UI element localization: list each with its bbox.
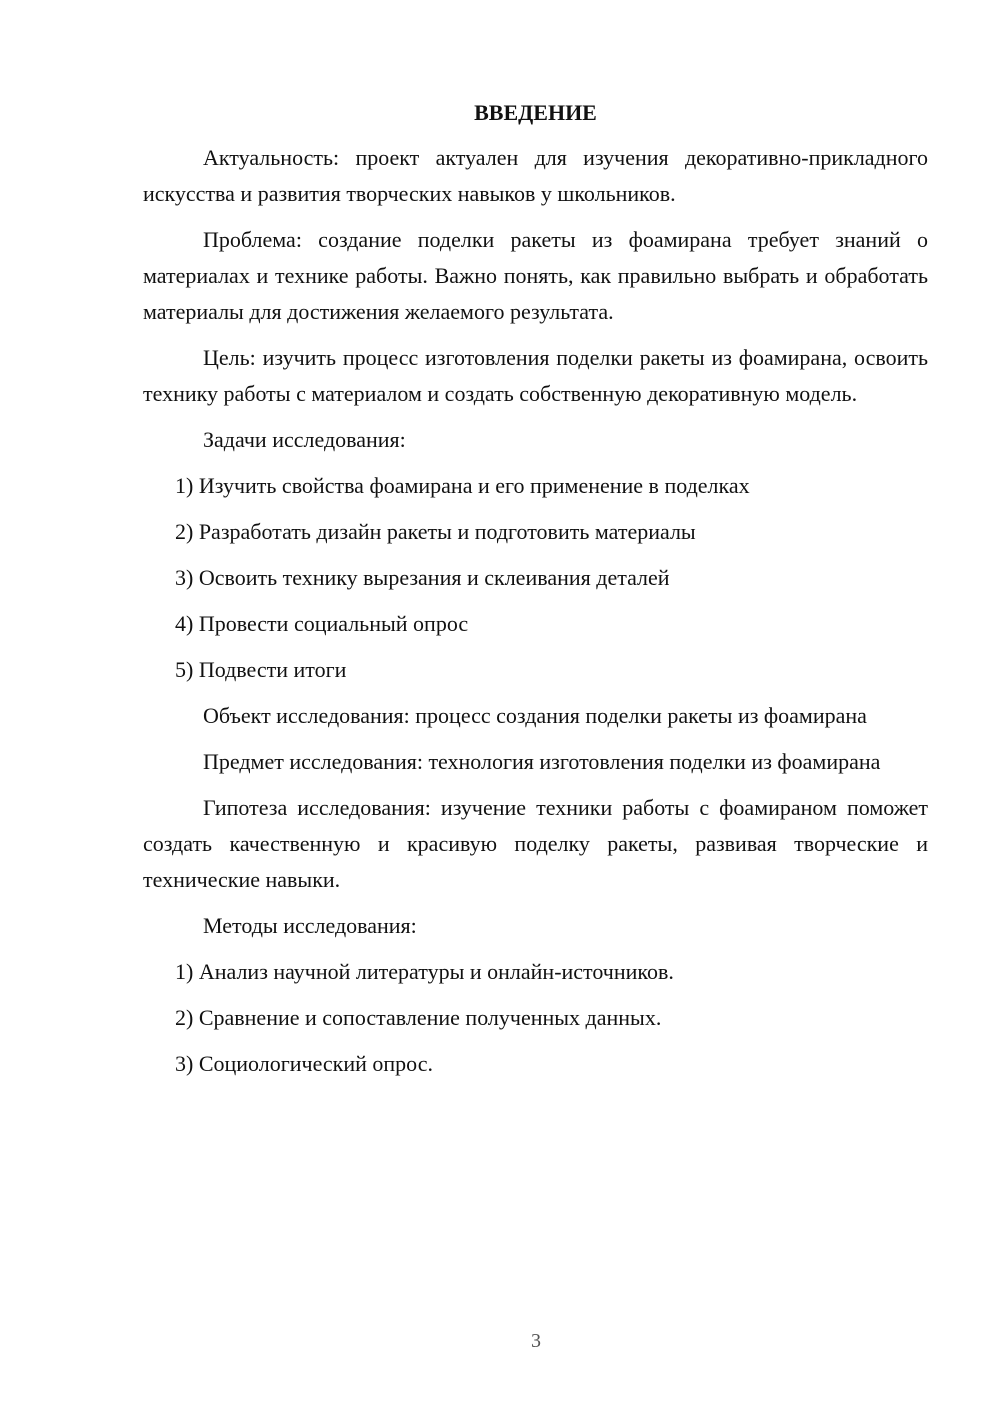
problem-paragraph: Проблема: создание поделки ракеты из фоамирана требует знаний о материалах и технике работы. Важно понять, как правильно выбрать и обработать материалы для достижения желаемого результата. [143,227,928,324]
method-item: 3) Социологический опрос. [175,1051,433,1076]
task-item: 5) Подвести итоги [175,657,347,682]
method-item: 2) Сравнение и сопоставление полученных данных. [175,1005,662,1030]
page-number: 3 [531,1330,541,1352]
object-paragraph: Объект исследования: процесс создания поделки ракеты из фоамирана [203,703,867,728]
hypothesis-paragraph: Гипотеза исследования: изучение техники работы с фоамираном поможет создать качественную и красивую поделку ракеты, развивая творческие и технические навыки. [143,795,928,892]
tasks-list [143,468,928,688]
goal-paragraph: Цель: изучить процесс изготовления поделки ракеты из фоамирана, освоить технику работы с материалом и создать собственную декоративную модель. [143,345,928,406]
methods-list [143,954,928,1082]
subject-paragraph: Предмет исследования: технология изготовления поделки из фоамирана [203,749,881,774]
task-item: 2) Разработать дизайн ракеты и подготовить материалы [175,519,696,544]
methods-heading: Методы исследования: [203,913,417,938]
page-content [143,95,928,1092]
task-item: 3) Освоить технику вырезания и склеивания деталей [175,565,670,590]
relevance-paragraph: Актуальность: проект актуален для изучения декоративно-прикладного искусства и развития творческих навыков у школьников. [143,145,928,206]
task-item: 4) Провести социальный опрос [175,611,469,636]
page-title: ВВЕДЕНИЕ [474,100,597,125]
task-item: 1) Изучить свойства фоамирана и его применение в поделках [175,473,750,498]
method-item: 1) Анализ научной литературы и онлайн-источников. [175,959,674,984]
tasks-heading: Задачи исследования: [203,427,406,452]
